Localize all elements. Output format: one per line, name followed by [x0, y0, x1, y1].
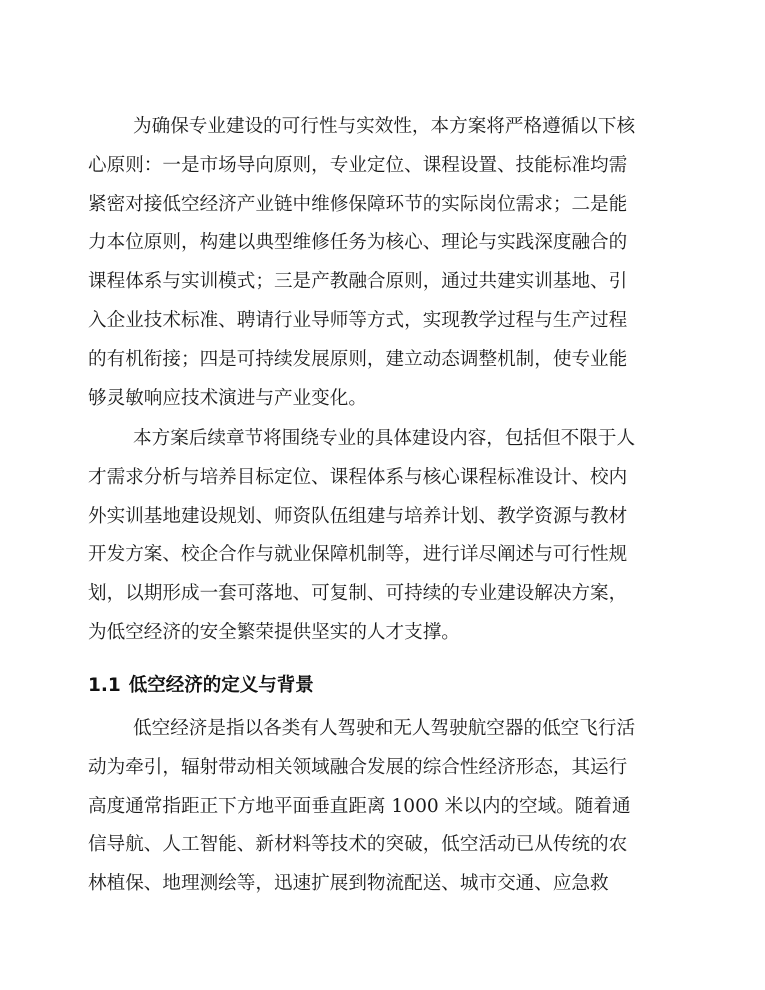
paragraph-core-principles	[88, 108, 635, 418]
text-line: 本方案后续章节将围绕专业的具体建设内容，包括但不限于人	[133, 428, 636, 449]
text-line: 的有机衔接；四是可持续发展原则，建立动态调整机制，使专业能	[88, 348, 628, 370]
text-line: 动为牵引，辐射带动相关领域融合发展的综合性经济形态，其运行	[88, 756, 628, 778]
text-line: 为低空经济的安全繁荣提供坚实的人才支撑。	[88, 621, 460, 643]
text-line: 才需求分析与培养目标定位、课程体系与核心课程标准设计、校内	[88, 466, 628, 488]
text-line: 高度通常指距正下方地平面垂直距离 1000 米以内的空域。随着通	[88, 795, 631, 817]
section-title: 低空经济的定义与背景	[128, 675, 314, 696]
text-line: 为确保专业建设的可行性与实效性，本方案将严格遵循以下核	[133, 116, 636, 137]
text-line: 心原则：一是市场导向原则，专业定位、课程设置、技能标准均需	[88, 154, 628, 176]
text-line: 课程体系与实训模式；三是产教融合原则，通过共建实训基地、引	[88, 271, 628, 293]
text-line: 入企业技术标准、聘请行业导师等方式，实现教学过程与生产过程	[88, 309, 628, 331]
text-line: 力本位原则，构建以典型维修任务为核心、理论与实践深度融合的	[88, 232, 628, 254]
paragraph-chapter-overview	[88, 420, 635, 653]
paragraph-low-altitude-definition	[88, 710, 635, 904]
text-line: 林植保、地理测绘等，迅速扩展到物流配送、城市交通、应急救	[88, 873, 609, 895]
text-line: 外实训基地建设规划、师资队伍组建与培养计划、教学资源与教材	[88, 505, 628, 527]
text-line: 信导航、人工智能、新材料等技术的突破，低空活动已从传统的农	[88, 834, 628, 856]
section-heading	[88, 672, 314, 700]
text-line: 紧密对接低空经济产业链中维修保障环节的实际岗位需求；二是能	[88, 193, 628, 215]
text-line: 够灵敏响应技术演进与产业变化。	[88, 387, 367, 409]
text-line: 低空经济是指以各类有人驾驶和无人驾驶航空器的低空飞行活	[133, 718, 636, 739]
section-number: 1.1	[88, 675, 121, 696]
text-line: 划，以期形成一套可落地、可复制、可持续的专业建设解决方案，	[88, 583, 628, 605]
text-line: 开发方案、校企合作与就业保障机制等，进行详尽阐述与可行性规	[88, 544, 628, 566]
